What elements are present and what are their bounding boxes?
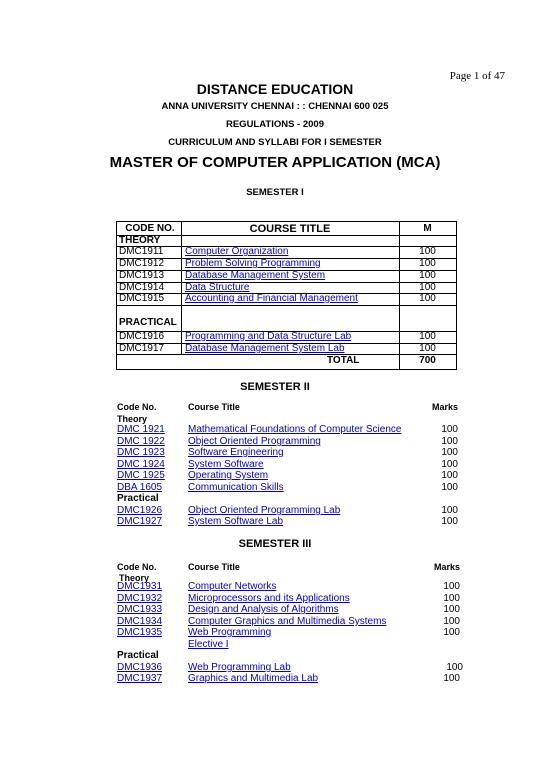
course-marks: 100 <box>443 673 460 684</box>
course-title-link[interactable]: Microprocessors and its Applications <box>188 593 350 604</box>
course-marks: 100 <box>441 470 458 481</box>
course-title-link[interactable]: Graphics and Multimedia Lab <box>188 673 319 684</box>
total-value: 700 <box>419 355 436 366</box>
course-title-link[interactable]: Mathematical Foundations of Computer Science <box>188 424 402 435</box>
course-marks: 100 <box>419 331 436 342</box>
course-title-link[interactable]: Object Oriented Programming <box>188 436 321 447</box>
theory-label: Theory <box>117 414 148 424</box>
table-col-divider <box>181 222 182 354</box>
course-title-link[interactable]: Computer Organization <box>185 246 289 257</box>
table-row-divider <box>117 305 456 306</box>
theory-label: THEORY <box>119 235 161 246</box>
course-marks: 100 <box>419 343 436 354</box>
elective-link[interactable]: Elective I <box>188 639 229 650</box>
course-title-link[interactable]: Problem Solving Programming <box>185 258 321 269</box>
course-code-link[interactable]: DMC 1921 <box>117 424 165 435</box>
course-marks: 100 <box>419 293 436 304</box>
course-code: DMC1916 <box>119 331 165 342</box>
course-code: DMC1911 <box>119 246 164 257</box>
total-label: TOTAL <box>327 355 360 366</box>
course-title-link[interactable]: Web Programming Lab <box>188 662 291 673</box>
theory-label: Theory <box>119 573 150 583</box>
course-title-link[interactable]: Computer Networks <box>188 581 277 592</box>
course-code-link[interactable]: DBA 1605 <box>117 482 163 493</box>
course-marks: 100 <box>441 516 458 527</box>
course-title-link[interactable]: Programming and Data Structure Lab <box>185 331 352 342</box>
course-title-link[interactable]: System Software Lab <box>188 516 284 527</box>
course-marks: 100 <box>443 616 460 627</box>
practical-label: PRACTICAL <box>119 317 177 328</box>
course-code-link[interactable]: DMC1934 <box>117 616 163 627</box>
course-code-link[interactable]: DMC1935 <box>117 627 163 638</box>
course-title-link[interactable]: Object Oriented Programming Lab <box>188 505 341 516</box>
col-header-marks: Marks <box>433 562 460 572</box>
col-header-title: Course Title <box>188 402 240 412</box>
document-title: DISTANCE EDUCATION <box>196 81 354 97</box>
course-marks: 100 <box>443 604 460 615</box>
course-marks: 100 <box>419 258 436 269</box>
program-title: MASTER OF COMPUTER APPLICATION (MCA) <box>109 154 441 171</box>
course-code-link[interactable]: DMC1927 <box>117 516 163 527</box>
course-code-link[interactable]: DMC 1924 <box>117 459 165 470</box>
col-header-marks: Marks <box>431 402 458 412</box>
course-code-link[interactable]: DMC 1923 <box>117 447 165 458</box>
table-row-divider <box>117 235 456 236</box>
course-title-link[interactable]: Design and Analysis of Algorithms <box>188 604 339 615</box>
practical-label: Practical <box>117 650 159 661</box>
curriculum-line: CURRICULUM AND SYLLABI FOR I SEMESTER <box>168 137 382 148</box>
col-header-code: Code No. <box>117 562 157 572</box>
course-code-link[interactable]: DMC1932 <box>117 593 163 604</box>
course-marks: 100 <box>441 459 458 470</box>
course-marks: 100 <box>441 505 458 516</box>
page-number: Page 1 of 47 <box>449 70 505 82</box>
course-marks: 100 <box>443 581 460 592</box>
course-marks: 100 <box>441 447 458 458</box>
regulations-line: REGULATIONS - 2009 <box>225 119 324 130</box>
course-marks: 100 <box>419 270 436 281</box>
course-code: DMC1913 <box>119 270 165 281</box>
col-header-marks: M <box>423 223 432 234</box>
course-title-link[interactable]: Operating System <box>188 470 269 481</box>
course-code: DMC1914 <box>119 282 165 293</box>
semester3-heading: SEMESTER III <box>238 538 312 550</box>
course-code: DMC1917 <box>119 343 165 354</box>
university-line: ANNA UNIVERSITY CHENNAI : : CHENNAI 600 025 <box>161 101 389 112</box>
semester1-table <box>116 221 457 370</box>
col-header-title: Course Title <box>188 562 240 572</box>
semester2-heading: SEMESTER II <box>240 381 310 393</box>
course-title-link[interactable]: Communication Skills <box>188 482 284 493</box>
course-title-link[interactable]: Web Programming <box>188 627 272 638</box>
course-marks: 100 <box>441 482 458 493</box>
course-code-link[interactable]: DMC1936 <box>117 662 163 673</box>
course-code-link[interactable]: DMC1933 <box>117 604 163 615</box>
course-title-link[interactable]: Computer Graphics and Multimedia Systems <box>188 616 387 627</box>
col-header-title: COURSE TITLE <box>249 223 331 235</box>
course-marks: 100 <box>443 627 460 638</box>
course-marks: 100 <box>446 662 463 673</box>
practical-label: Practical <box>117 493 159 504</box>
course-marks: 100 <box>443 593 460 604</box>
course-title-link[interactable]: Software Engineering <box>188 447 284 458</box>
course-marks: 100 <box>419 246 436 257</box>
course-marks: 100 <box>419 282 436 293</box>
course-marks: 100 <box>441 424 458 435</box>
course-code-link[interactable]: DMC 1925 <box>117 470 165 481</box>
course-title-link[interactable]: Database Management System Lab <box>185 343 345 354</box>
course-code-link[interactable]: DMC1937 <box>117 673 163 684</box>
col-header-code: CODE NO. <box>125 223 175 234</box>
course-marks: 100 <box>441 436 458 447</box>
course-code-link[interactable]: DMC1931 <box>117 581 163 592</box>
course-code-link[interactable]: DMC 1922 <box>117 436 165 447</box>
course-title-link[interactable]: Database Management System <box>185 270 326 281</box>
course-code-link[interactable]: DMC1926 <box>117 505 163 516</box>
semester1-heading: SEMESTER I <box>246 187 304 198</box>
course-title-link[interactable]: System Software <box>188 459 264 470</box>
course-title-link[interactable]: Accounting and Financial Management <box>185 293 358 304</box>
col-header-code: Code No. <box>117 402 157 412</box>
course-code: DMC1915 <box>119 293 165 304</box>
course-code: DMC1912 <box>119 258 165 269</box>
course-title-link[interactable]: Data Structure <box>185 282 250 293</box>
